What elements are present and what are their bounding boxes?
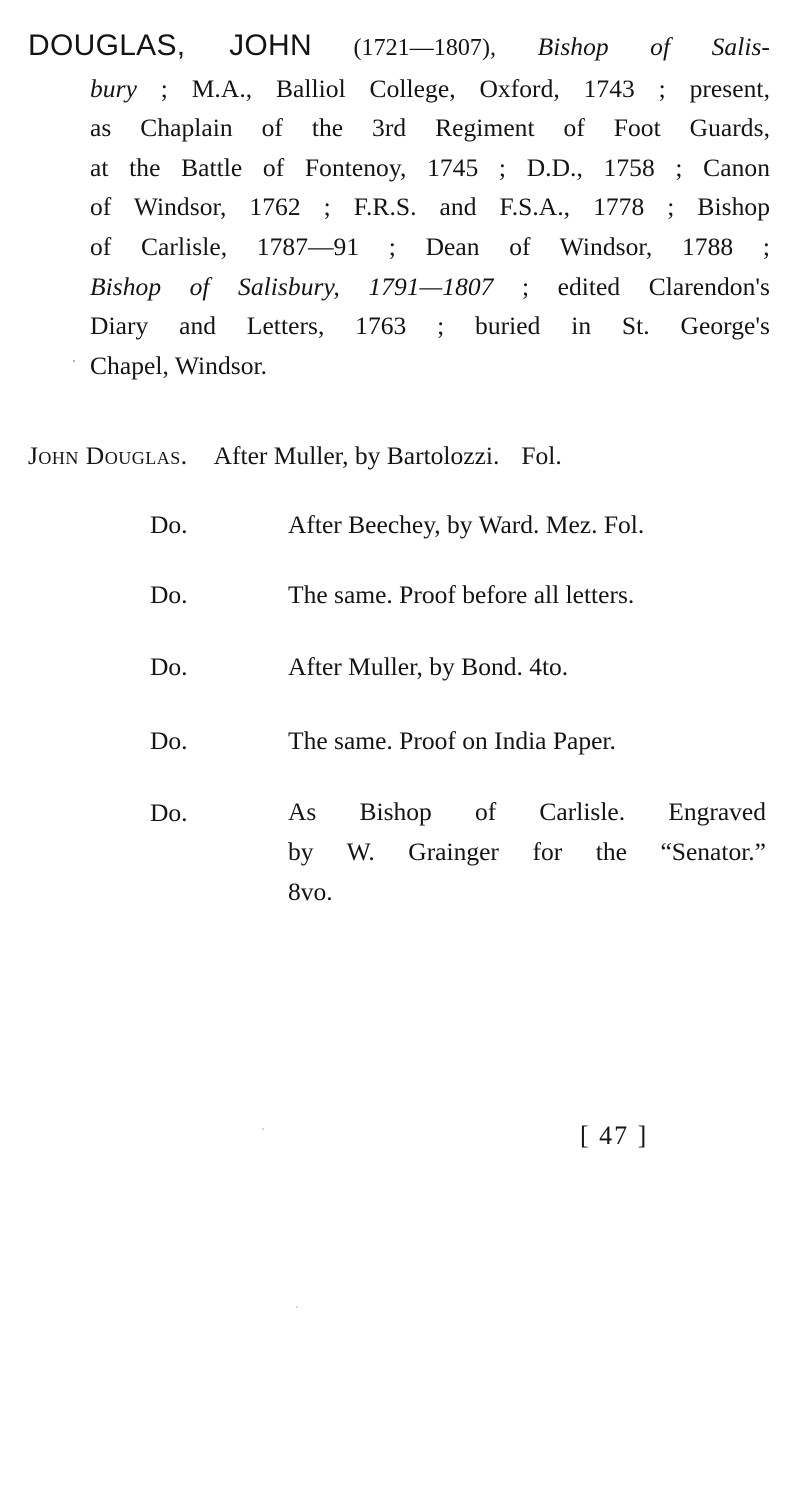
- entry-text: at the Battle of Fontenoy, 1745 ; D.D., 1758 ; Canon: [90, 152, 770, 182]
- entry-line-2: [28, 108, 770, 148]
- entry-italic-text: Bishop of Salisbury, 1791—1807: [90, 271, 494, 301]
- entry-line-7: [28, 306, 770, 346]
- plate-item-description: After Muller, by Bond. 4to.: [288, 652, 569, 681]
- entry-text: ; M.A., Balliol College, Oxford, 1743 ; present,: [136, 73, 770, 103]
- entry-line-3: [28, 148, 770, 188]
- entry-line-8: [28, 346, 770, 386]
- biography-entry: [28, 26, 770, 385]
- entry-italic-text: Bishop of Salis-: [537, 32, 770, 61]
- plate-item-description-line: by W. Grainger for the “Senator.”: [288, 837, 766, 866]
- plate-item-label: Do.: [150, 510, 188, 539]
- entry-line-0: [538, 32, 770, 61]
- plate-item-label: Do.: [150, 726, 188, 755]
- entry-text: of Carlisle, 1787—91 ; Dean of Windsor, 1788 ;: [90, 231, 770, 261]
- entry-first-line: [28, 26, 770, 69]
- plates-heading: [28, 441, 562, 471]
- plate-item-description-line: 8vo.: [288, 877, 333, 906]
- page-number: [ 47 ]: [580, 1121, 649, 1150]
- plates-subject: John Douglas.: [28, 441, 188, 470]
- entry-dates: (1721—1807),: [353, 35, 497, 61]
- plate-item-description: The same. Proof on India Paper.: [288, 726, 616, 755]
- plate-item-description-line: As Bishop of Carlisle. Engraved: [288, 797, 766, 826]
- paper-speck: [73, 360, 75, 362]
- entry-text: Chapel, Windsor.: [90, 350, 268, 380]
- entry-italic-text: bury: [90, 73, 137, 103]
- entry-text: Diary and Letters, 1763 ; buried in St. George's: [90, 311, 770, 341]
- entry-line-6: [28, 267, 770, 307]
- paper-speck: [262, 1128, 264, 1130]
- entry-line-1: [28, 69, 770, 109]
- plate-item-label: Do.: [150, 652, 188, 681]
- plate-item-description: After Beechey, by Ward. Mez. Fol.: [288, 510, 645, 539]
- entry-name: DOUGLAS, JOHN: [28, 29, 312, 62]
- plate-item-description: [288, 792, 766, 912]
- plates-first-format: Fol.: [521, 441, 562, 470]
- paper-speck: [296, 1306, 298, 1308]
- entry-text: of Windsor, 1762 ; F.R.S. and F.S.A., 1778 ; Bishop: [90, 192, 770, 222]
- plate-item-description: The same. Proof before all letters.: [288, 580, 635, 609]
- plate-item-label: Do.: [150, 798, 188, 827]
- plates-first-description: After Muller, by Bartolozzi.: [213, 441, 500, 470]
- entry-line-5: [28, 227, 770, 267]
- entry-text: as Chaplain of the 3rd Regiment of Foot Guards,: [90, 113, 770, 143]
- entry-text: ; edited Clarendon's: [493, 271, 770, 301]
- entry-line-4: [28, 187, 770, 227]
- plate-item-label: Do.: [150, 580, 188, 609]
